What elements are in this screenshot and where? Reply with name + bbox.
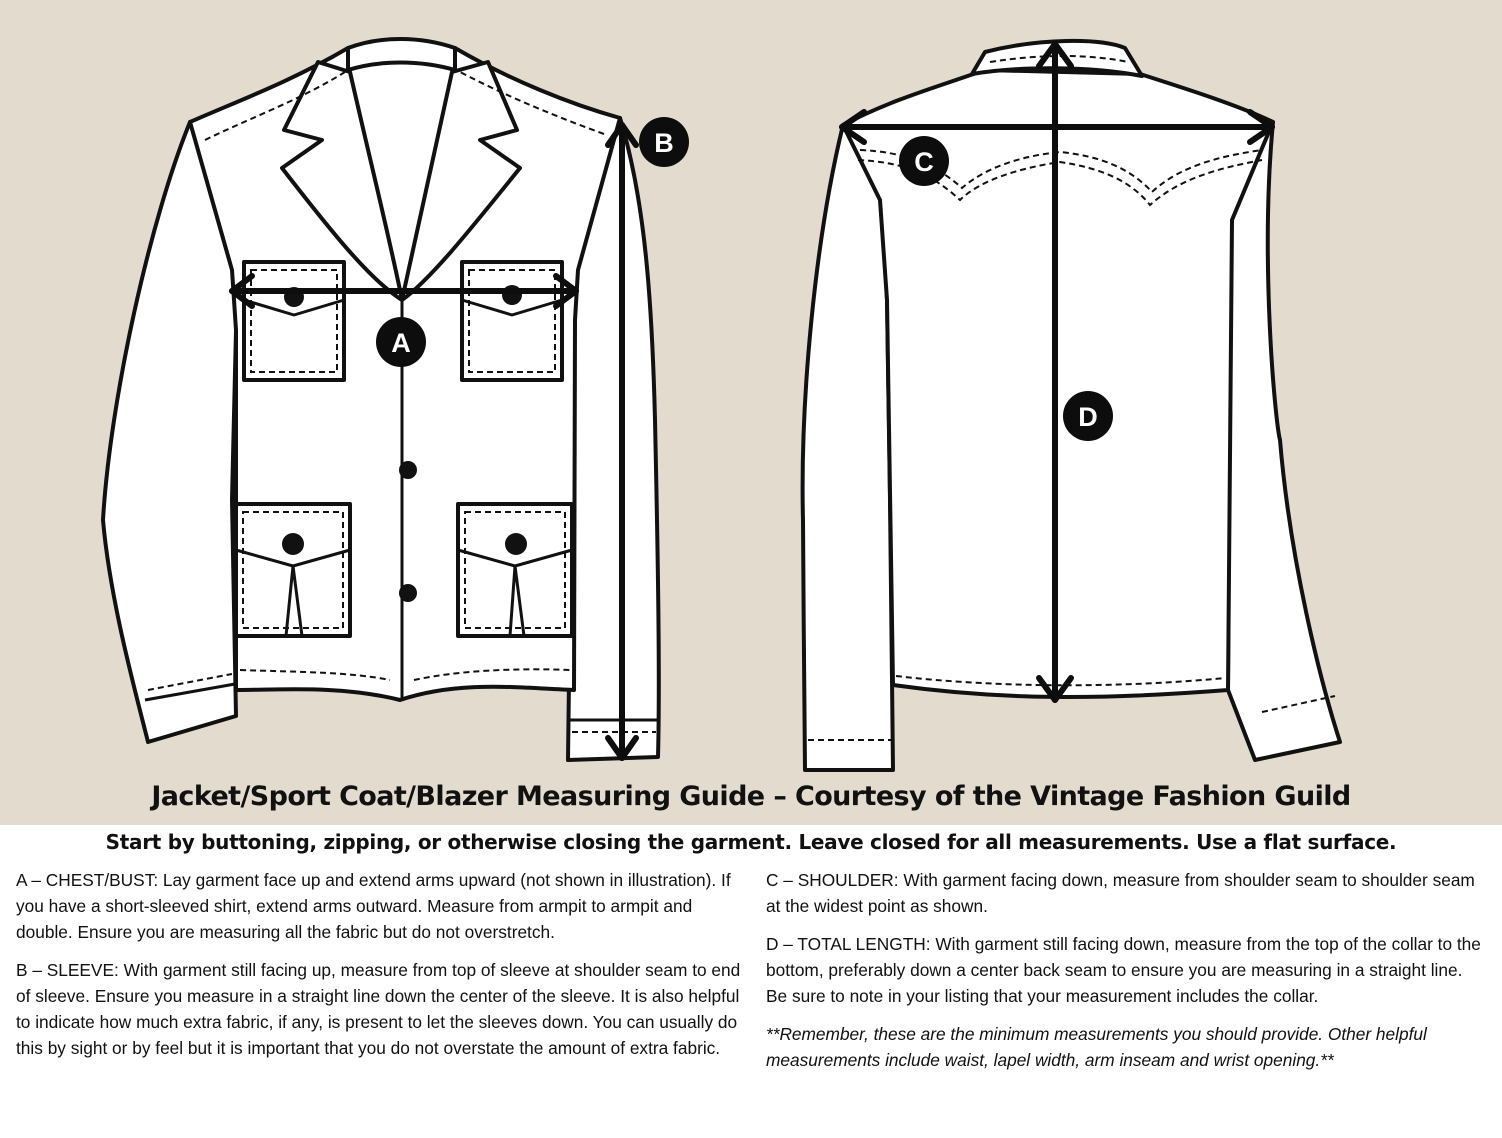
instruction-length: D – TOTAL LENGTH: With garment still facing down, measure from the top of the collar to the bottom, preferably down a center back seam to ensure you are measuring in a straight line. Be sure to note in your listing that your measurement includes the collar. [766,934,1481,1006]
instruction-shoulder: C – SHOULDER: With garment facing down, measure from shoulder seam to shoulder seam at the widest point as shown. [766,870,1475,916]
front-left-chest-pocket [244,262,344,380]
jacket-front-view [103,39,659,760]
front-right-chest-pocket [462,262,562,380]
instruction-note: **Remember, these are the minimum measurements you should provide. Other helpful measurements include waist, lapel width, arm inseam and wrist opening.** [766,1024,1427,1070]
badge-b [639,117,689,167]
instruction-sleeve: B – SLEEVE: With garment still facing up, measure from top of sleeve at shoulder seam to end of sleeve. Ensure you measure in a straight line down the center of the sleeve. It is also helpful to indicate how much extra fabric, if any, is present to let the sleeves down. You can usually do this by sight or by feel but it is important that you do not overstate the amount of extra fabric. [16,960,741,1058]
badge-c-label: C [914,147,934,177]
back-right-sleeve [1228,122,1340,760]
badge-a [376,317,426,367]
instruction-chest: A – CHEST/BUST: Lay garment face up and extend arms upward (not shown in illustration). If you have a short-sleeved shirt, extend arms outward. Measure from armpit to armpit and double. Ensure you are measuring all the fabric but do not overstretch. [16,870,731,942]
back-left-sleeve [803,125,893,770]
instructions-right-column [766,867,1488,1085]
badge-d [1063,391,1113,441]
guide-title: Jacket/Sport Coat/Blazer Measuring Guide – Courtesy of the Vintage Fashion Guild [151,781,1351,812]
guide-subtitle: Start by buttoning, zipping, or otherwise closing the garment. Leave closed for all measurements. Use a flat surface. [105,830,1397,854]
badge-d-label: D [1078,402,1098,432]
badge-b-label: B [654,128,674,158]
instructions-left-column [16,867,742,1073]
badge-a-label: A [391,328,411,358]
badge-c [899,136,949,186]
